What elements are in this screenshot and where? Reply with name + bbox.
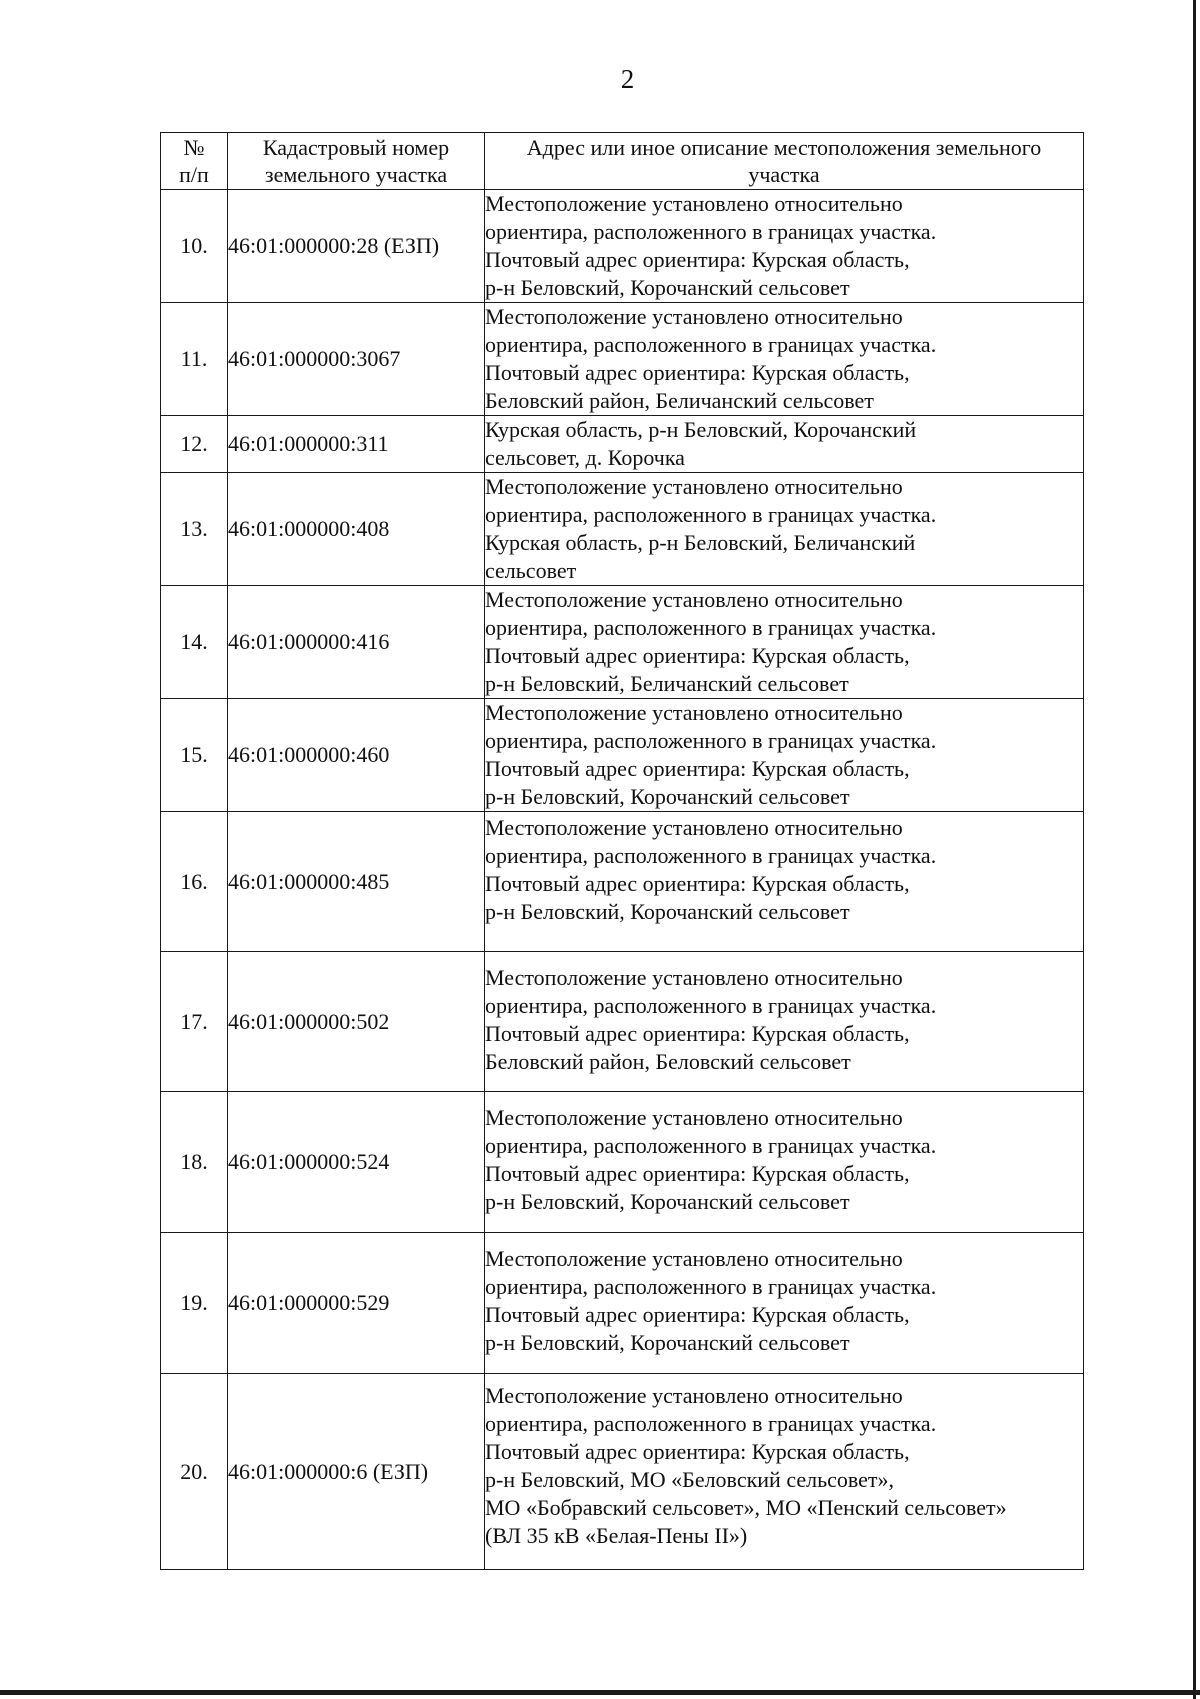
page-number: 2: [620, 64, 635, 94]
row-num: 14.: [161, 586, 228, 699]
row-address: Курская область, р-н Беловский, Корочанский сельсовет, д. Корочка: [485, 416, 1084, 473]
row-cadastral: 46:01:000000:529: [228, 1233, 485, 1374]
row-num: 16.: [161, 812, 228, 952]
row-num: 12.: [161, 416, 228, 473]
row-num: 17.: [161, 952, 228, 1092]
row-cadastral: 46:01:000000:502: [228, 952, 485, 1092]
table-row: [161, 190, 1084, 303]
row-num: 10.: [161, 190, 228, 303]
row-num: 15.: [161, 699, 228, 812]
row-address: Местоположение установлено относительно ориентира, расположенного в границах участка. Почтовый адрес ориентира: Курская область, р-н Беловский, Корочанский сельсовет: [485, 190, 1084, 303]
row-num: 19.: [161, 1233, 228, 1374]
row-address: Местоположение установлено относительно ориентира, расположенного в границах участка. Почтовый адрес ориентира: Курская область, р-н Беловский, Беличанский сельсовет: [485, 586, 1084, 699]
row-address: Местоположение установлено относительно ориентира, расположенного в границах участка. Почтовый адрес ориентира: Курская область, р-н Беловский, Корочанский сельсовет: [485, 812, 1084, 952]
table-row: [161, 699, 1084, 812]
row-num: 11.: [161, 303, 228, 416]
row-address: Местоположение установлено относительно ориентира, расположенного в границах участка. Почтовый адрес ориентира: Курская область, р-н Беловский, Корочанский сельсовет: [485, 699, 1084, 812]
row-cadastral: 46:01:000000:485: [228, 812, 485, 952]
row-num: 18.: [161, 1092, 228, 1233]
row-cadastral: 46:01:000000:28 (ЕЗП): [228, 190, 485, 303]
row-address: Местоположение установлено относительно ориентира, расположенного в границах участка. Почтовый адрес ориентира: Курская область, р-н Беловский, МО «Беловский сельсовет», МО «Бобравский сельсовет», МО «Пенский сельсовет» (ВЛ 35 кВ «Белая-Пены II»): [485, 1374, 1084, 1570]
row-cadastral: 46:01:000000:416: [228, 586, 485, 699]
header-cadastral: Кадастровый номер земельного участка: [228, 133, 485, 190]
table-row: [161, 1092, 1084, 1233]
row-cadastral: 46:01:000000:460: [228, 699, 485, 812]
table-row: [161, 812, 1084, 952]
row-address: Местоположение установлено относительно ориентира, расположенного в границах участка. Курская область, р-н Беловский, Беличанский сельсовет: [485, 473, 1084, 586]
row-cadastral: 46:01:000000:524: [228, 1092, 485, 1233]
table-row: [161, 952, 1084, 1092]
row-num: 20.: [161, 1374, 228, 1570]
row-address: Местоположение установлено относительно ориентира, расположенного в границах участка. Почтовый адрес ориентира: Курская область, р-н Беловский, Корочанский сельсовет: [485, 1233, 1084, 1374]
table-row: [161, 1233, 1084, 1374]
row-address: Местоположение установлено относительно ориентира, расположенного в границах участка. Почтовый адрес ориентира: Курская область, Беловский район, Беловский сельсовет: [485, 952, 1084, 1092]
row-cadastral: 46:01:000000:311: [228, 416, 485, 473]
table-header-row: [161, 133, 1084, 190]
table-row: [161, 473, 1084, 586]
header-num: № п/п: [161, 133, 228, 190]
row-address: Местоположение установлено относительно ориентира, расположенного в границах участка. Почтовый адрес ориентира: Курская область, р-н Беловский, Корочанский сельсовет: [485, 1092, 1084, 1233]
table-row: [161, 1374, 1084, 1570]
page-edge-right: [1193, 0, 1196, 1699]
land-parcels-table: [160, 132, 1084, 1570]
table-row: [161, 586, 1084, 699]
row-cadastral: 46:01:000000:408: [228, 473, 485, 586]
table-row: [161, 416, 1084, 473]
page-edge-bottom: [0, 1690, 1200, 1695]
row-address: Местоположение установлено относительно ориентира, расположенного в границах участка. Почтовый адрес ориентира: Курская область, Беловский район, Беличанский сельсовет: [485, 303, 1084, 416]
row-cadastral: 46:01:000000:3067: [228, 303, 485, 416]
row-num: 13.: [161, 473, 228, 586]
header-address: Адрес или иное описание местоположения земельного участка: [485, 133, 1084, 190]
table-row: [161, 303, 1084, 416]
row-cadastral: 46:01:000000:6 (ЕЗП): [228, 1374, 485, 1570]
